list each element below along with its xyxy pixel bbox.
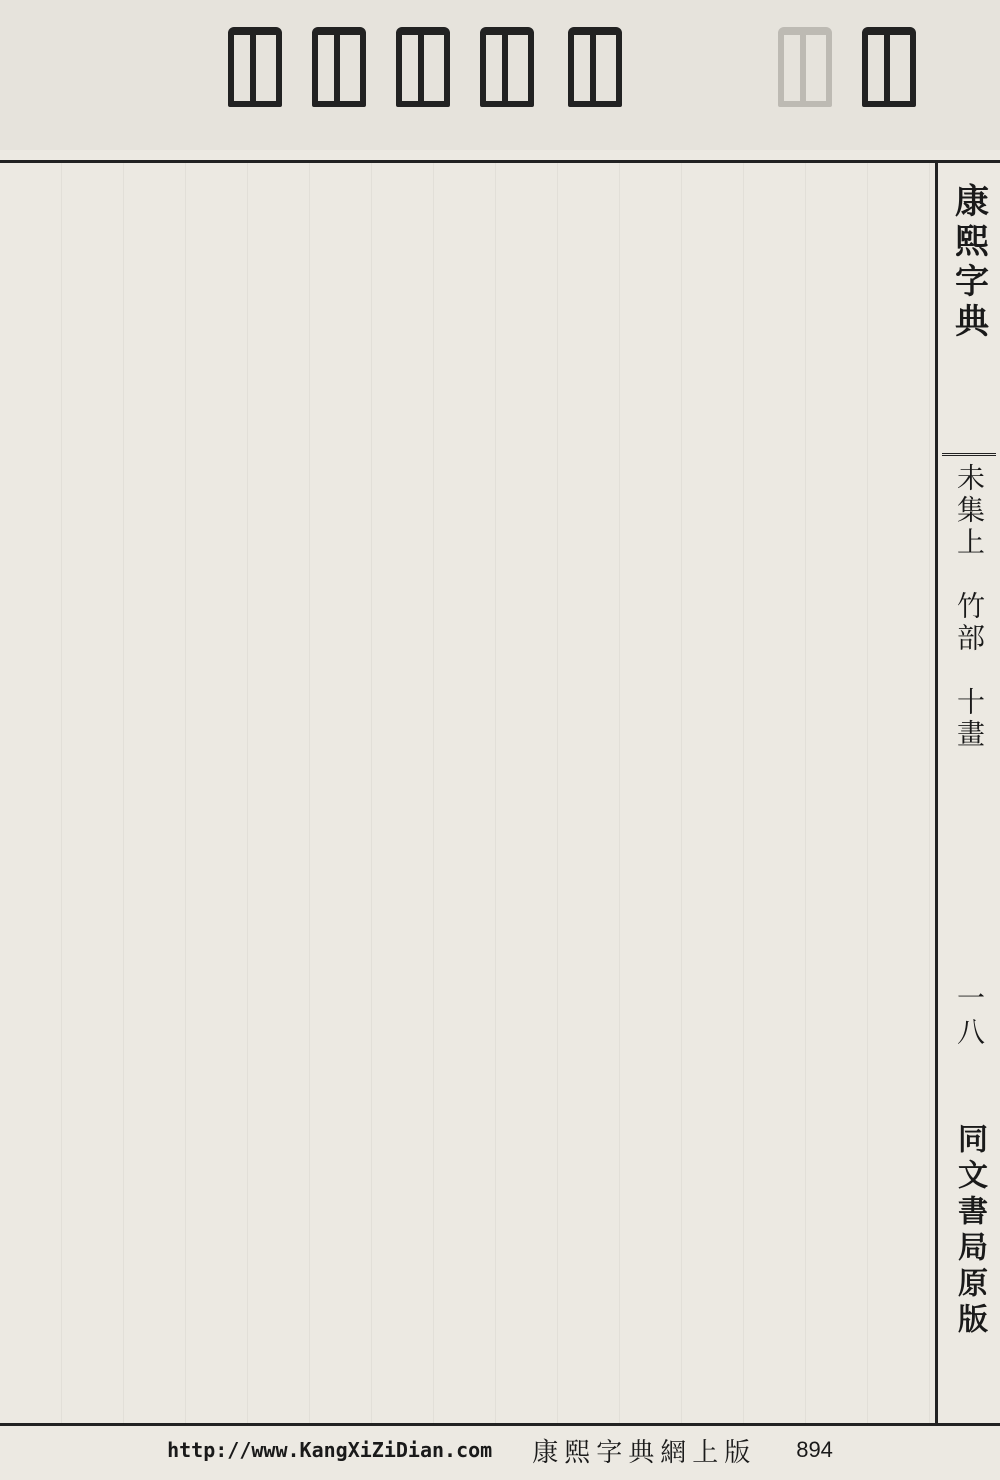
seal-glyph [854, 17, 924, 117]
page-frame [0, 160, 1000, 1426]
margin-rule [942, 453, 996, 456]
margin-strip [938, 163, 1000, 1423]
page-number: 894 [796, 1437, 833, 1462]
site-url[interactable]: http://www.KangXiZiDian.com [167, 1438, 493, 1462]
site-name: 康熙字典網上版 [532, 1437, 757, 1468]
book-title: 康熙字典 [948, 183, 989, 343]
section-label: 未集上 竹部 十畫 [953, 463, 986, 751]
seal-glyph-group [770, 12, 924, 122]
page-footer [0, 1430, 1000, 1470]
edition-label: 同文書局原版 [952, 1123, 987, 1339]
seal-glyph [220, 17, 290, 117]
dictionary-body-columns [0, 163, 938, 1423]
seal-glyph [304, 17, 374, 117]
seal-script-header [0, 0, 1000, 150]
seal-glyph [472, 17, 542, 117]
seal-glyph [388, 17, 458, 117]
seal-glyph-group [560, 12, 630, 122]
seal-glyph-group [220, 12, 542, 122]
margin-page-number: 一八 [953, 983, 986, 1051]
seal-glyph [770, 17, 840, 117]
seal-glyph [560, 17, 630, 117]
